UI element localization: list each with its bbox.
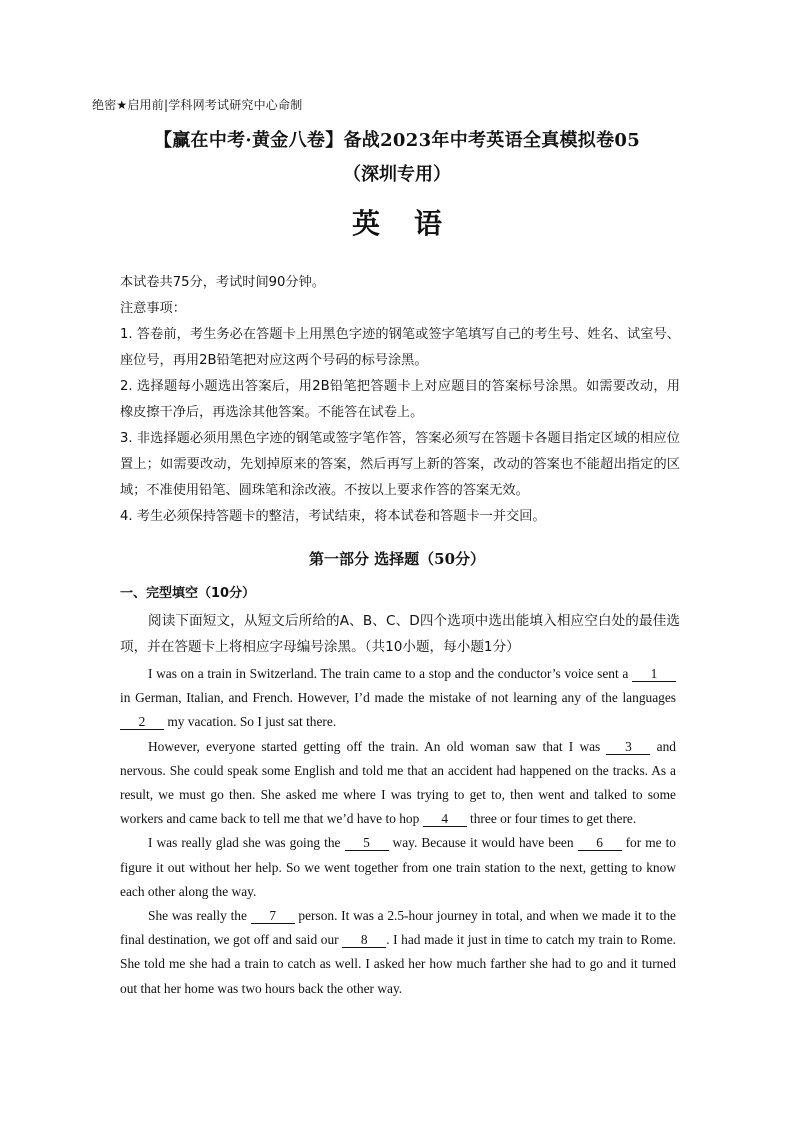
cloze-blank-5: 5 bbox=[345, 835, 389, 851]
notes-label: 注意事项： bbox=[120, 301, 186, 316]
passage-text: However, everyone started getting off the train. An old woman saw that I was bbox=[148, 738, 607, 754]
cloze-blank-8: 8 bbox=[342, 932, 386, 948]
cloze-blank-4: 4 bbox=[423, 811, 467, 827]
passage-text: in German, Italian, and French. However, I’d made the mistake of not learning any of the languages bbox=[120, 690, 676, 706]
exam-title: 【赢在中考·黄金八卷】备战2023年中考英语全真模拟卷05 bbox=[153, 130, 641, 151]
exam-notes bbox=[120, 270, 680, 530]
passage-text: I was on a train in Switzerland. The train came to a stop and the conductor’s voice sent a bbox=[148, 666, 632, 681]
part-title: 第一部分 选择题（50分） bbox=[308, 550, 486, 568]
passage-text: my vacation. So I just sat there. bbox=[164, 714, 337, 730]
passage-paragraph-2 bbox=[120, 735, 676, 832]
cloze-blank-2: 2 bbox=[120, 714, 164, 730]
cloze-blank-1: 1 bbox=[632, 666, 676, 682]
section-instruction: 阅读下面短文，从短文后所给的A、B、C、D四个选项中选出能填入相应空白处的最佳选项，并在答题卡上将相应字母编号涂黑。（共10小题，每小题1分） bbox=[120, 613, 680, 655]
passage-text: for me to figure it out without her help. So we went together from one train station to the next, getting to know each other along the way. bbox=[120, 835, 676, 899]
confidential-line: 绝密★启用前|学科网考试研究中心命制 bbox=[92, 98, 303, 112]
passage-text: I was really glad she was going the bbox=[148, 835, 345, 851]
passage-text: . I had made it just in time to catch my train to Rome. She told me she had a train to catch as well. I asked her how much farther she had to go and it turned out that her home was two hours back the other way. bbox=[120, 932, 676, 996]
exam-subtitle: （深圳专用） bbox=[343, 164, 451, 185]
notes-item-3: 3. 非选择题必须用黑色字迹的钢笔或签字笔作答，答案必须写在答题卡各题目指定区域的相应位置上；如需要改动，先划掉原来的答案，然后再写上新的答案，改动的答案也不能超出指定的区域；不准使用铅笔、圆珠笔和涂改液。不按以上要求作答的答案无效。 bbox=[120, 431, 680, 498]
cloze-blank-7: 7 bbox=[251, 908, 295, 924]
passage-text: and nervous. She could speak some English and told me that an accident had happened on the tracks. As a result, we must go then. She asked me where I was trying to get to, then went and talked to some workers and came back to tell me that we’d have to hop bbox=[120, 738, 676, 827]
passage-text: person. It was a 2.5-hour journey in total, and when we made it to the final destination, we got off and said our bbox=[120, 908, 676, 948]
cloze-blank-3: 3 bbox=[606, 739, 650, 755]
passage-text: She was really the bbox=[148, 908, 251, 924]
passage-paragraph-1 bbox=[120, 662, 676, 735]
section-title: 一、完型填空（10分） bbox=[120, 586, 256, 601]
passage-paragraph-4 bbox=[120, 904, 676, 1001]
notes-item-4: 4. 考生必须保持答题卡的整洁，考试结束，将本试卷和答题卡一并交回。 bbox=[120, 509, 546, 524]
cloze-passage bbox=[120, 662, 676, 1001]
notes-item-1: 1. 答卷前，考生务必在答题卡上用黑色字迹的钢笔或签字笔填写自己的考生号、姓名、试室号、座位号，再用2B铅笔把对应这两个号码的标号涂黑。 bbox=[120, 327, 680, 368]
passage-text: way. Because it would have been bbox=[388, 835, 578, 851]
notes-item-2: 2. 选择题每小题选出答案后，用2B铅笔把答题卡上对应题目的答案标号涂黑。如需要改动，用橡皮擦干净后，再选涂其他答案。不能答在试卷上。 bbox=[120, 379, 680, 420]
passage-paragraph-3 bbox=[120, 831, 676, 904]
subject-heading: 英语 bbox=[351, 207, 476, 240]
passage-text: three or four times to get there. bbox=[466, 811, 637, 827]
notes-intro: 本试卷共75分，考试时间90分钟。 bbox=[120, 275, 325, 290]
cloze-blank-6: 6 bbox=[578, 835, 622, 851]
